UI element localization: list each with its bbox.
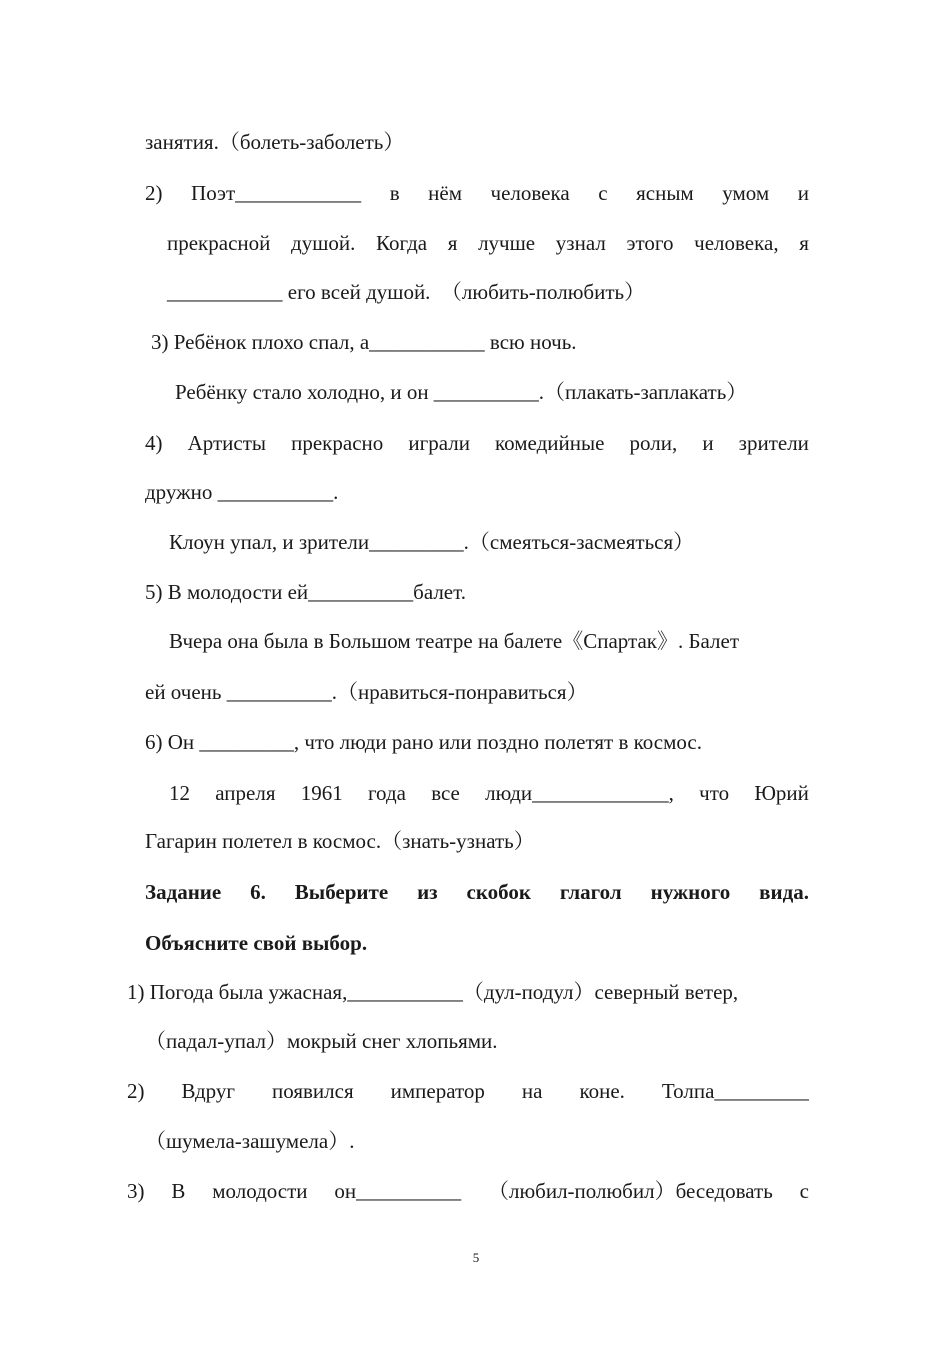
- word: 6.: [250, 880, 266, 904]
- word: Вдруг: [181, 1079, 236, 1103]
- word: 2): [145, 181, 163, 205]
- word: лучше: [478, 231, 536, 255]
- word: люди_____________,: [485, 781, 674, 805]
- word: комедийные: [495, 431, 605, 455]
- word: этого: [626, 231, 674, 255]
- word: нужного: [650, 880, 731, 904]
- word: узнал: [555, 231, 606, 255]
- word: роли,: [629, 431, 678, 455]
- task-6-heading-line-1: [145, 879, 809, 905]
- text-line: Клоун упал, и зрители_________.（смеяться-засмеяться）: [169, 530, 695, 554]
- task-6-heading-line-2: Объясните свой выбор.: [145, 931, 368, 955]
- text-line: （падал-упал）мокрый снег хлопьями.: [145, 1029, 498, 1053]
- word: 3): [127, 1179, 145, 1203]
- word: что: [699, 781, 730, 805]
- word: молодости: [212, 1179, 308, 1203]
- word: ясным: [636, 181, 694, 205]
- task-6-item-3-line-1: [127, 1178, 809, 1204]
- word: коне.: [579, 1079, 625, 1103]
- task-6-item-2-line-1: [127, 1078, 809, 1104]
- text-line: 1) Погода была ужасная,___________（дул-подул）северный ветер,: [127, 980, 739, 1004]
- word: 12: [169, 781, 190, 805]
- word: император: [390, 1079, 485, 1103]
- word: зрители: [738, 431, 809, 455]
- word: В: [171, 1179, 186, 1203]
- text-line: Вчера она была в Большом театре на балете《Спартак》. Балет: [169, 629, 740, 653]
- word: глагол: [559, 880, 622, 904]
- text-line: ___________ его всей душой. （любить-полюбить）: [167, 280, 646, 304]
- text-line: дружно ___________.: [145, 480, 339, 504]
- word: в: [389, 181, 400, 205]
- word: играли: [408, 431, 470, 455]
- word: 2): [127, 1079, 145, 1103]
- word: Артисты: [187, 431, 267, 455]
- word: Когда: [376, 231, 428, 255]
- word: скобок: [466, 880, 531, 904]
- word: прекрасной: [167, 231, 271, 255]
- word: Толпа_________: [661, 1079, 809, 1103]
- text-line: Ребёнку стало холодно, и он __________.（плакать-заплакать）: [175, 380, 748, 404]
- word: появился: [272, 1079, 354, 1103]
- word: （любил-полюбил）беседовать: [487, 1179, 773, 1203]
- text-line: занятия.（болеть-заболеть）: [145, 130, 405, 154]
- text-line: ей очень __________.（нравиться-понравиться）: [145, 680, 588, 704]
- word: апреля: [215, 781, 276, 805]
- word: 1961: [300, 781, 343, 805]
- word: душой.: [291, 231, 356, 255]
- text-line: 6) Он _________, что люди рано или поздно полетят в космос.: [145, 730, 703, 754]
- word: вида.: [759, 880, 809, 904]
- word: на: [521, 1079, 543, 1103]
- exercise-item-6-line-2: [169, 780, 809, 806]
- word: я: [447, 231, 458, 255]
- word: с: [598, 181, 608, 205]
- word: из: [417, 880, 438, 904]
- word: я: [799, 231, 809, 255]
- exercise-item-2-line-1: [145, 180, 809, 206]
- word: Задание: [145, 880, 222, 904]
- word: 4): [145, 431, 163, 455]
- page-number: 5: [472, 1250, 480, 1265]
- text-line: 5) В молодости ей__________балет.: [145, 580, 466, 604]
- word: все: [431, 781, 460, 805]
- word: и: [702, 431, 714, 455]
- word: и: [797, 181, 809, 205]
- word: Поэт____________: [191, 181, 362, 205]
- word: Выберите: [294, 880, 389, 904]
- word: года: [367, 781, 406, 805]
- text-line: Гагарин полетел в космос.（знать-узнать）: [145, 829, 535, 853]
- word: нём: [428, 181, 462, 205]
- word: Юрий: [754, 781, 809, 805]
- word: человека,: [694, 231, 779, 255]
- word: он__________: [334, 1179, 462, 1203]
- word: человека: [490, 181, 570, 205]
- exercise-item-2-line-2: [167, 230, 809, 256]
- word: с: [799, 1179, 809, 1203]
- word: прекрасно: [291, 431, 384, 455]
- text-line: （шумела-зашумела）.: [145, 1129, 355, 1153]
- exercise-item-4-line-1: [145, 430, 809, 456]
- word: умом: [722, 181, 770, 205]
- text-line: 3) Ребёнок плохо спал, а___________ всю ночь.: [151, 330, 577, 354]
